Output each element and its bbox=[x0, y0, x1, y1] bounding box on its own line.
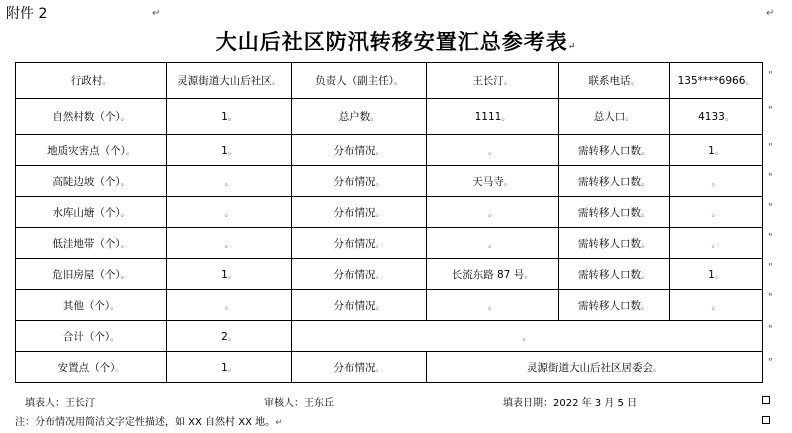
relocation-value: 1 bbox=[708, 144, 715, 157]
attachment-label: 附件 2 bbox=[6, 6, 48, 22]
distribution-label: 分布情况 bbox=[333, 361, 376, 374]
value-population: 4133 bbox=[698, 111, 725, 123]
label-natural-villages: 自然村数（个） bbox=[52, 111, 121, 123]
paragraph-mark: ↵ bbox=[766, 8, 775, 19]
row-label: 水库山塘（个） bbox=[52, 206, 121, 219]
footnote: 注：分布情况用简洁文字定性描述，如 XX 自然村 XX 地。↵ bbox=[15, 417, 283, 428]
distribution-label: 分布情况 bbox=[333, 144, 376, 157]
reviewer-label: 审核人：王东丘 bbox=[264, 398, 334, 409]
label-phone: 联系电话 bbox=[588, 75, 631, 87]
table-row: 危旧房屋（个）。 1。 分布情况。 长流东路 87 号。 需转移人口数。 1。 bbox=[16, 259, 763, 290]
row-label: 危旧房屋（个） bbox=[52, 268, 121, 281]
value-natural-villages: 1 bbox=[221, 111, 228, 123]
summary-table bbox=[15, 62, 763, 383]
relocation-label: 需转移人口数 bbox=[577, 299, 641, 312]
distribution-label: 分布情况 bbox=[333, 268, 376, 281]
label-person-in-charge: 负责人（副主任） bbox=[315, 75, 394, 87]
table-row: 自然村数（个）。 1。 总户数。 1111。 总人口。 4133。 bbox=[16, 99, 763, 135]
total-value: 2 bbox=[221, 330, 228, 343]
table-row: 合计（个）。 2。 。 bbox=[16, 321, 763, 352]
distribution-value: 天马寺 bbox=[472, 175, 504, 188]
distribution-value: 长流东路 87 号 bbox=[451, 268, 525, 281]
relocation-label: 需转移人口数 bbox=[577, 175, 641, 188]
table-row: 其他（个）。 。 分布情况。 。 需转移人口数。 。 bbox=[16, 290, 763, 321]
row-label: 其他（个） bbox=[62, 299, 111, 312]
filler-label: 填表人：王长汀 bbox=[25, 398, 95, 409]
shelter-count: 1 bbox=[221, 361, 228, 374]
relocation-label: 需转移人口数 bbox=[577, 268, 641, 281]
table-row: 安置点（个）。 1。 分布情况。 灵源街道大山后社区居委会。 bbox=[16, 352, 763, 383]
label-households: 总户数 bbox=[338, 111, 371, 123]
total-label: 合计（个） bbox=[62, 330, 111, 343]
shelter-location: 灵源街道大山后社区居委会 bbox=[526, 361, 653, 374]
value-households: 1111 bbox=[474, 111, 502, 123]
count-cell: 1 bbox=[221, 268, 228, 281]
relocation-value: 1 bbox=[708, 268, 715, 281]
distribution-label: 分布情况 bbox=[333, 299, 376, 312]
end-of-cell-box bbox=[762, 396, 770, 404]
shelter-label: 安置点（个） bbox=[57, 361, 116, 374]
distribution-label: 分布情况 bbox=[333, 175, 376, 188]
count-cell: 1 bbox=[221, 144, 228, 157]
value-phone: 135****6966 bbox=[677, 75, 746, 87]
end-of-cell-box bbox=[762, 416, 770, 424]
document-title: 大山后社区防汛转移安置汇总参考表↵ bbox=[215, 29, 577, 54]
distribution-label: 分布情况 bbox=[333, 237, 376, 250]
relocation-label: 需转移人口数 bbox=[577, 237, 641, 250]
table-row: 地质灾害点（个）。 1。 分布情况。 。 需转移人口数。 1。 bbox=[16, 135, 763, 166]
row-label: 地质灾害点（个） bbox=[47, 144, 126, 157]
fill-date-label: 填表日期：2022 年 3 月 5 日 bbox=[503, 398, 638, 409]
value-person-in-charge: 王长汀 bbox=[472, 75, 504, 87]
relocation-label: 需转移人口数 bbox=[577, 144, 641, 157]
row-label: 低洼地带（个） bbox=[52, 237, 121, 250]
table-row: 低洼地带（个）。 。 分布情况。 。 需转移人口数。 。 bbox=[16, 228, 763, 259]
label-admin-village: 行政村 bbox=[70, 75, 103, 87]
relocation-label: 需转移人口数 bbox=[577, 206, 641, 219]
row-label: 高陡边坡（个） bbox=[52, 175, 121, 188]
value-admin-village: 灵源街道大山后社区 bbox=[177, 75, 272, 87]
paragraph-mark: ↵ bbox=[152, 8, 161, 19]
table-row: 高陡边坡（个）。 。 分布情况。 天马寺。 需转移人口数。 。 bbox=[16, 166, 763, 197]
table-row: 水库山塘（个）。 。 分布情况。 。 需转移人口数。 。 bbox=[16, 197, 763, 228]
label-population: 总人口 bbox=[593, 111, 626, 123]
distribution-label: 分布情况 bbox=[333, 206, 376, 219]
table-row: 行政村。 灵源街道大山后社区。 负责人（副主任）。 王长汀。 联系电话。 135****6966。 bbox=[16, 63, 763, 99]
